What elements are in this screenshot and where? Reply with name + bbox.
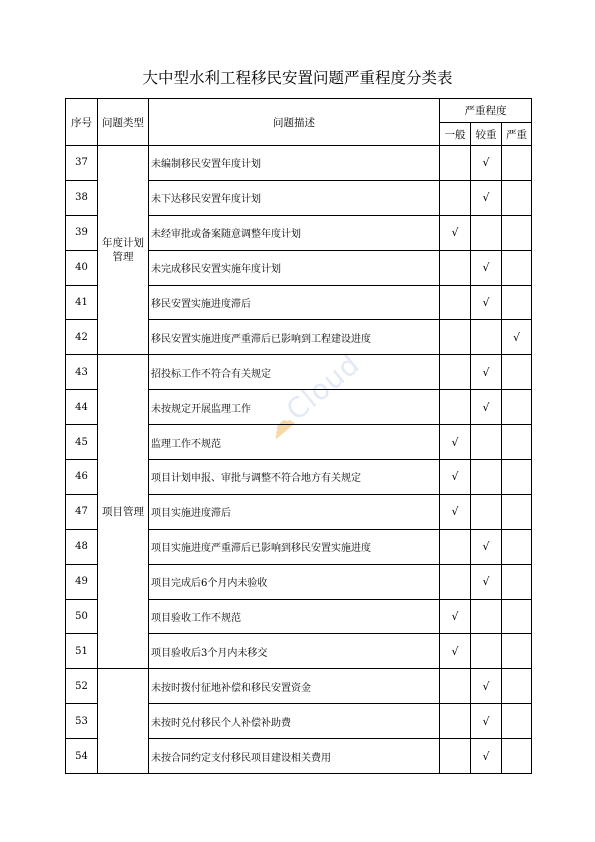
severity-severe-cell <box>502 739 532 774</box>
severity-general-cell <box>440 146 471 181</box>
severity-serious-cell <box>471 390 502 425</box>
severity-general-cell <box>440 669 471 704</box>
problem-description: 未完成移民安置实施年度计划 <box>149 250 440 285</box>
severity-severe-cell <box>502 460 532 495</box>
severity-serious-cell <box>471 215 502 250</box>
row-number: 38 <box>66 180 98 215</box>
severity-severe-cell <box>502 180 532 215</box>
severity-general-cell <box>440 285 471 320</box>
check-mark-icon: √ <box>482 261 490 275</box>
row-number: 41 <box>66 285 98 320</box>
row-number: 45 <box>66 425 98 460</box>
header-desc: 问题描述 <box>149 99 440 146</box>
problem-description: 监理工作不规范 <box>149 425 440 460</box>
header-type: 问题类型 <box>98 99 149 146</box>
row-number: 42 <box>66 320 98 355</box>
severity-general-cell <box>440 704 471 739</box>
severity-serious-cell <box>471 634 502 669</box>
watermark: ☁Cloud <box>257 347 367 446</box>
category-label: 年度计划 <box>102 237 144 250</box>
severity-severe-cell <box>502 355 532 390</box>
category-cell <box>98 146 149 355</box>
severity-severe-cell <box>502 320 532 355</box>
severity-serious-cell <box>471 529 502 564</box>
check-mark-icon: √ <box>451 644 459 658</box>
check-mark-icon: √ <box>451 505 459 519</box>
severity-severe-cell <box>502 669 532 704</box>
check-mark-icon: √ <box>482 714 490 728</box>
category-cell <box>98 355 149 669</box>
check-mark-icon: √ <box>482 365 490 379</box>
row-number: 47 <box>66 494 98 529</box>
header-severity: 严重程度 <box>440 99 532 123</box>
severity-general-cell <box>440 180 471 215</box>
severity-serious-cell <box>471 564 502 599</box>
severity-general-cell <box>440 739 471 774</box>
severity-serious-cell <box>471 425 502 460</box>
severity-general-cell <box>440 215 471 250</box>
problem-description: 未按规定开展监理工作 <box>149 390 440 425</box>
severity-serious-cell <box>471 146 502 181</box>
severity-serious-cell <box>471 494 502 529</box>
problem-description: 未按时兑付移民个人补偿补助费 <box>149 704 440 739</box>
table-row <box>66 146 532 181</box>
problem-description: 移民安置实施进度严重滞后已影响到工程建设进度 <box>149 320 440 355</box>
severity-severe-cell <box>502 250 532 285</box>
row-number: 54 <box>66 739 98 774</box>
problem-description: 项目完成后6个月内未验收 <box>149 564 440 599</box>
check-mark-icon: √ <box>482 400 490 414</box>
severity-table <box>65 98 532 774</box>
header-level-serious: 较重 <box>471 123 502 146</box>
severity-general-cell <box>440 634 471 669</box>
severity-general-cell <box>440 425 471 460</box>
check-mark-icon: √ <box>482 296 490 309</box>
check-mark-icon: √ <box>482 540 490 554</box>
category-label: 项目管理 <box>102 505 144 518</box>
problem-description: 未经审批或备案随意调整年度计划 <box>149 215 440 250</box>
problem-description: 未下达移民安置年度计划 <box>149 180 440 215</box>
problem-description: 项目验收工作不规范 <box>149 599 440 634</box>
severity-general-cell <box>440 494 471 529</box>
severity-serious-cell <box>471 704 502 739</box>
check-mark-icon: √ <box>451 226 459 240</box>
severity-general-cell <box>440 355 471 390</box>
severity-general-cell <box>440 390 471 425</box>
check-mark-icon: √ <box>451 435 459 449</box>
severity-serious-cell <box>471 355 502 390</box>
row-number: 44 <box>66 390 98 425</box>
severity-severe-cell <box>502 285 532 320</box>
category-cell <box>98 669 149 774</box>
row-number: 51 <box>66 634 98 669</box>
severity-general-cell <box>440 599 471 634</box>
page-title: 大中型水利工程移民安置问题严重程度分类表 <box>142 69 453 87</box>
problem-description: 项目实施进度严重滞后已影响到移民安置实施进度 <box>149 529 440 564</box>
check-mark-icon: √ <box>451 470 459 484</box>
problem-description: 招投标工作不符合有关规定 <box>149 355 440 390</box>
severity-serious-cell <box>471 599 502 634</box>
severity-general-cell <box>440 250 471 285</box>
severity-severe-cell <box>502 215 532 250</box>
table-row <box>66 355 532 390</box>
severity-general-cell <box>440 320 471 355</box>
row-number: 40 <box>66 250 98 285</box>
row-number: 37 <box>66 146 98 181</box>
problem-description: 未编制移民安置年度计划 <box>149 146 440 181</box>
severity-severe-cell <box>502 599 532 634</box>
severity-general-cell <box>440 564 471 599</box>
header-level-severe: 严重 <box>502 123 532 146</box>
severity-severe-cell <box>502 146 532 181</box>
row-number: 46 <box>66 460 98 495</box>
check-mark-icon: √ <box>482 575 490 589</box>
severity-general-cell <box>440 529 471 564</box>
row-number: 43 <box>66 355 98 390</box>
severity-serious-cell <box>471 320 502 355</box>
check-mark-icon: √ <box>482 156 490 170</box>
severity-severe-cell <box>502 564 532 599</box>
problem-description: 未按合同约定支付移民项目建设相关费用 <box>149 739 440 774</box>
severity-general-cell <box>440 460 471 495</box>
severity-serious-cell <box>471 250 502 285</box>
header-seq: 序号 <box>66 99 98 146</box>
table-body <box>66 146 532 774</box>
row-number: 39 <box>66 215 98 250</box>
severity-serious-cell <box>471 460 502 495</box>
table-row <box>66 669 532 704</box>
check-mark-icon: √ <box>482 679 490 693</box>
row-number: 49 <box>66 564 98 599</box>
check-mark-icon: √ <box>482 749 490 763</box>
problem-description: 项目实施进度滞后 <box>149 494 440 529</box>
check-mark-icon: √ <box>512 330 520 344</box>
severity-serious-cell <box>471 180 502 215</box>
row-number: 50 <box>66 599 98 634</box>
header-level-general: 一般 <box>440 123 471 146</box>
severity-severe-cell <box>502 494 532 529</box>
problem-description: 项目验收后3个月内未移交 <box>149 634 440 669</box>
category-label: 管理 <box>112 251 134 264</box>
row-number: 48 <box>66 529 98 564</box>
check-mark-icon: √ <box>482 191 490 205</box>
problem-description: 移民安置实施进度滞后 <box>149 285 440 320</box>
row-number: 52 <box>66 669 98 704</box>
severity-serious-cell <box>471 285 502 320</box>
severity-severe-cell <box>502 704 532 739</box>
severity-severe-cell <box>502 634 532 669</box>
severity-serious-cell <box>471 669 502 704</box>
severity-severe-cell <box>502 529 532 564</box>
problem-description: 项目计划申报、审批与调整不符合地方有关规定 <box>149 460 440 495</box>
problem-description: 未按时拨付征地补偿和移民安置资金 <box>149 669 440 704</box>
check-mark-icon: √ <box>451 610 459 624</box>
row-number: 53 <box>66 704 98 739</box>
severity-serious-cell <box>471 739 502 774</box>
severity-severe-cell <box>502 425 532 460</box>
severity-severe-cell <box>502 390 532 425</box>
